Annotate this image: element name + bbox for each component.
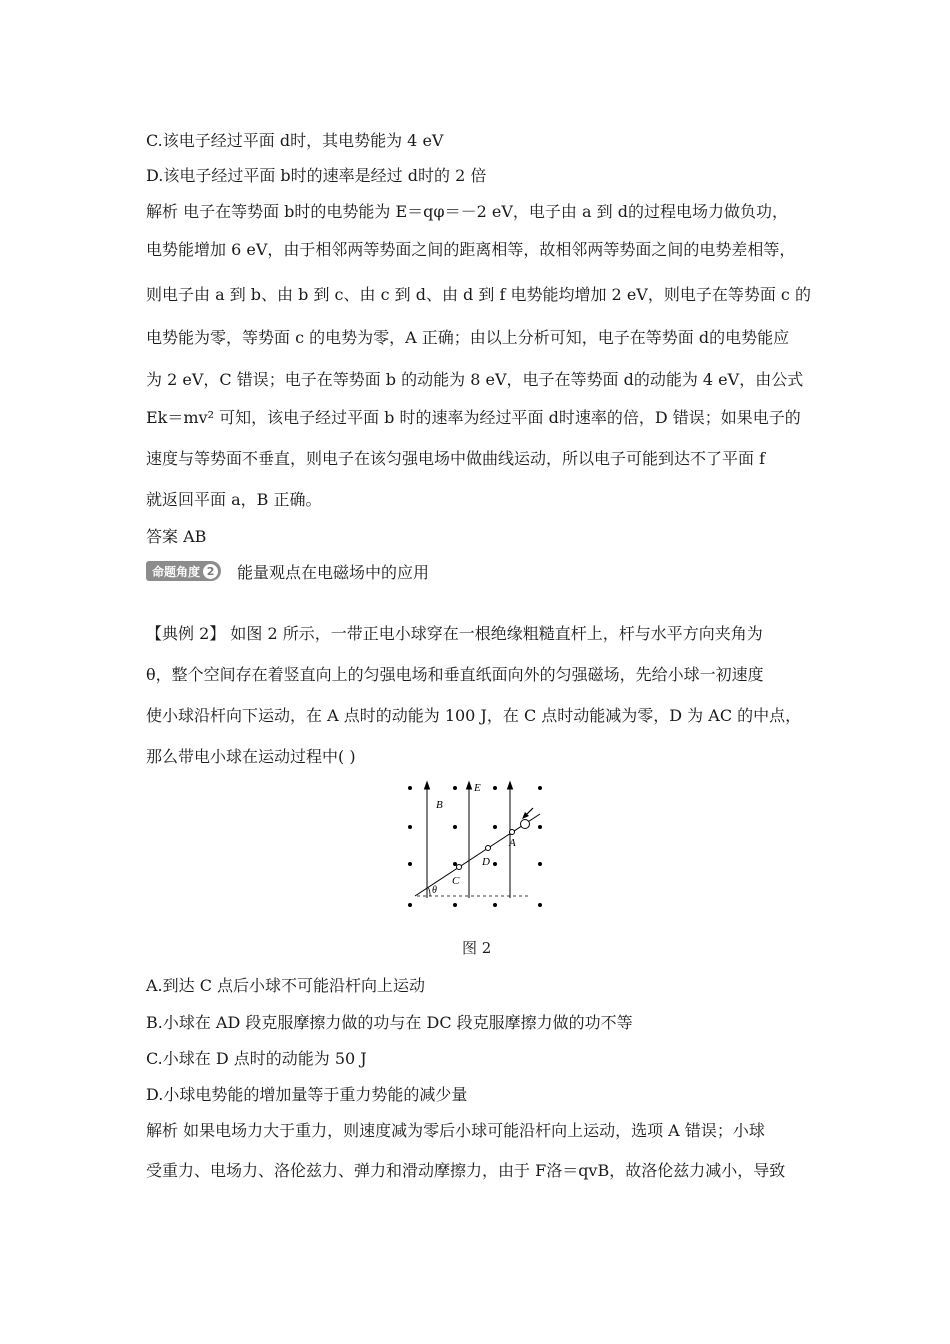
point-c bbox=[457, 865, 462, 870]
analysis-line: 电势能增加 6 eV，由于相邻两等势面之间的距离相等，故相邻两等势面之间的电势差相等， bbox=[146, 240, 796, 259]
example-line: 【典例 2】 如图 2 所示，一带正电小球穿在一根绝缘粗糙直杆上，杆与水平方向夹角为 bbox=[146, 624, 763, 643]
label-theta: θ bbox=[432, 885, 437, 896]
option-b: B.小球在 AD 段克服摩擦力做的功与在 DC 段克服摩擦力做的功不等 bbox=[146, 1013, 633, 1032]
section-heading bbox=[146, 558, 429, 584]
figure-2 bbox=[400, 778, 550, 913]
label-e: E bbox=[474, 782, 481, 794]
option-d: D.小球电势能的增加量等于重力势能的减少量 bbox=[146, 1085, 468, 1104]
analysis-line: 解析 如果电场力大于重力，则速度减为零后小球可能沿杆向上运动，选项 A 错误；小球 bbox=[146, 1121, 765, 1140]
badge-number: 2 bbox=[203, 564, 218, 579]
analysis-line: 则电子由 a 到 b、由 b 到 c、由 c 到 d、由 d 到 f 电势能均增加 2 eV，则电子在等势面 c 的 bbox=[146, 285, 811, 304]
physics-diagram bbox=[400, 778, 550, 913]
charged-ball bbox=[521, 820, 530, 829]
topic-angle-badge bbox=[146, 561, 221, 581]
analysis-line: 就返回平面 a，B 正确。 bbox=[146, 490, 322, 509]
section-title: 能量观点在电磁场中的应用 bbox=[237, 562, 430, 582]
label-c: C bbox=[452, 875, 460, 887]
option-c: C.小球在 D 点时的动能为 50 J bbox=[146, 1049, 367, 1068]
analysis-line: Ek＝mv² 可知，该电子经过平面 b 时的速率为经过平面 d时速率的倍，D 错误；如果电子的 bbox=[146, 408, 801, 427]
option-a: A.到达 C 点后小球不可能沿杆向上运动 bbox=[146, 976, 426, 995]
label-b: B bbox=[436, 799, 443, 811]
prev-option-d: D.该电子经过平面 b时的速率是经过 d时的 2 倍 bbox=[146, 166, 487, 185]
example-line: θ，整个空间存在着竖直向上的匀强电场和垂直纸面向外的匀强磁场，先给小球一初速度 bbox=[146, 665, 764, 684]
example-line: 那么带电小球在运动过程中( ) bbox=[146, 747, 356, 766]
angle-arc bbox=[429, 888, 431, 896]
label-d: D bbox=[482, 856, 490, 868]
badge-label: 命题角度 bbox=[152, 564, 201, 579]
analysis-line: 受重力、电场力、洛伦兹力、弹力和滑动摩擦力，由于 F洛＝qvB，故洛伦兹力减小，导致 bbox=[146, 1161, 786, 1180]
example-line: 使小球沿杆向下运动，在 A 点时的动能为 100 J，在 C 点时动能减为零，D 为 AC 的中点， bbox=[146, 706, 802, 725]
answer-line: 答案 AB bbox=[146, 527, 207, 546]
prev-option-c: C.该电子经过平面 d时，其电势能为 4 eV bbox=[146, 131, 444, 150]
analysis-line: 速度与等势面不垂直，则电子在该匀强电场中做曲线运动，所以电子可能到达不了平面 f bbox=[146, 449, 766, 468]
magnetic-field-dots bbox=[408, 786, 542, 907]
analysis-line: 电势能为零，等势面 c 的电势为零，A 正确；由以上分析可知，电子在等势面 d的电势能应 bbox=[146, 328, 790, 347]
point-d bbox=[486, 846, 491, 851]
analysis-line: 解析 电子在等势面 b时的电势能为 E＝qφ＝－2 eV，电子由 a 到 d的过程电场力做负功， bbox=[146, 202, 788, 221]
figure-caption: 图 2 bbox=[462, 939, 492, 957]
point-a bbox=[510, 830, 515, 835]
label-a: A bbox=[509, 837, 516, 849]
analysis-line: 为 2 eV，C 错误；电子在等势面 b 的动能为 8 eV，电子在等势面 d的动能为 4 eV，由公式 bbox=[146, 370, 804, 389]
